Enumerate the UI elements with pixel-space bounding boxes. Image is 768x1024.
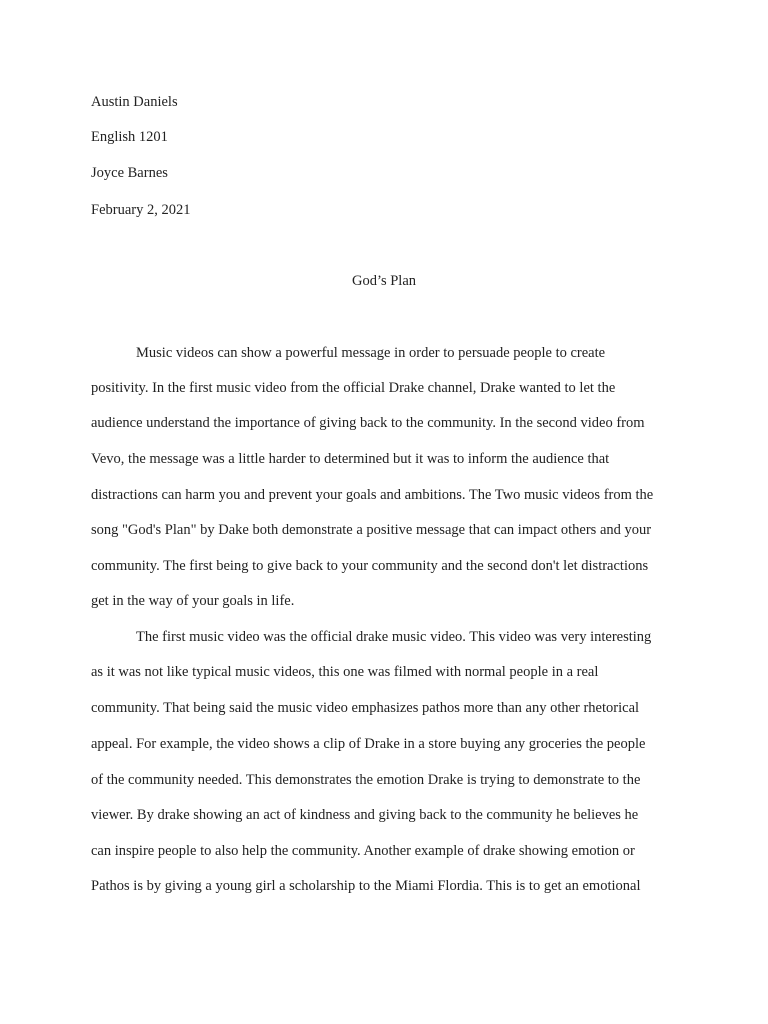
paragraph-line: community. The first being to give back to your community and the second don't let distractions (91, 558, 649, 574)
instructor-name: Joyce Barnes (91, 165, 168, 181)
document-title: God’s Plan (351, 273, 417, 289)
paragraph-line: of the community needed. This demonstrates the emotion Drake is trying to demonstrate to the (91, 772, 641, 788)
paragraph-line: Vevo, the message was a little harder to determined but it was to inform the audience that (91, 451, 610, 467)
paragraph-line: viewer. By drake showing an act of kindness and giving back to the community he believes he (91, 807, 639, 823)
paragraph-line: appeal. For example, the video shows a clip of Drake in a store buying any groceries the people (91, 736, 646, 752)
author-name: Austin Daniels (91, 94, 178, 110)
paragraph-line: audience understand the importance of giving back to the community. In the second video from (91, 415, 645, 431)
course-name: English 1201 (91, 129, 168, 145)
paragraph-line: positivity. In the first music video from the official Drake channel, Drake wanted to let the (91, 380, 616, 396)
paragraph-line: community. That being said the music video emphasizes pathos more than any other rhetorical (91, 700, 640, 716)
paragraph-line: Music videos can show a powerful message in order to persuade people to create (136, 345, 606, 361)
paragraph-line: distractions can harm you and prevent your goals and ambitions. The Two music videos from the (91, 487, 654, 503)
paragraph-line: Pathos is by giving a young girl a scholarship to the Miami Flordia. This is to get an emotional (91, 878, 641, 894)
paragraph-line: get in the way of your goals in life. (91, 593, 295, 609)
paragraph-line: can inspire people to also help the community. Another example of drake showing emotion or (91, 843, 635, 859)
document-date: February 2, 2021 (91, 202, 191, 218)
paragraph-line: The first music video was the official drake music video. This video was very interesting (136, 629, 652, 645)
paragraph-line: as it was not like typical music videos, this one was filmed with normal people in a real (91, 664, 599, 680)
paragraph-line: song "God's Plan" by Dake both demonstrate a positive message that can impact others and your (91, 522, 652, 538)
